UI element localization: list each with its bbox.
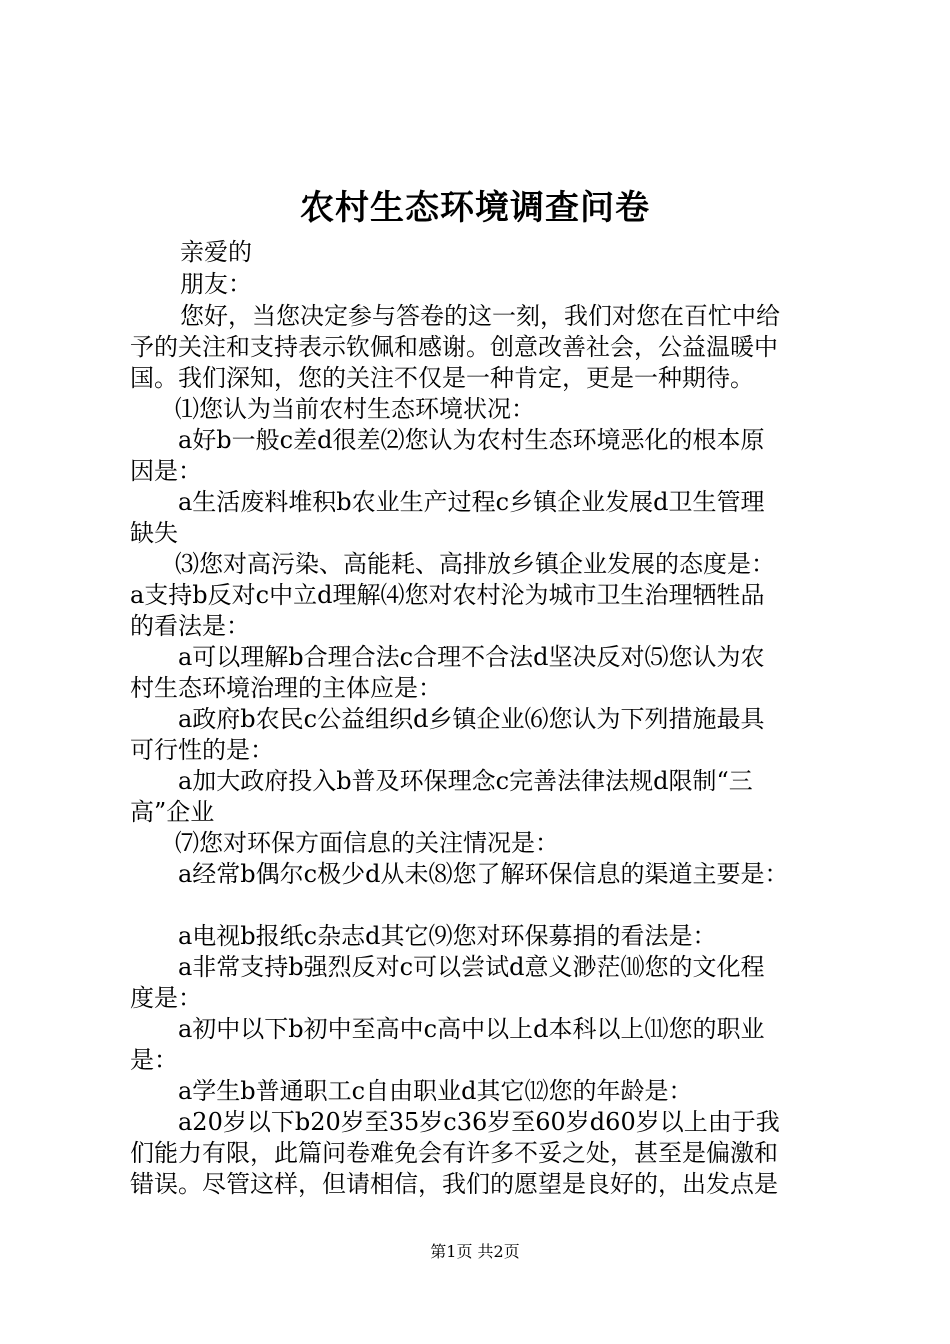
text-line: ⑺您对环保方面信息的关注情况是： bbox=[175, 829, 559, 857]
text-line: a初中以下b初中至高中c高中以上d本科以上⑾您的职业 bbox=[178, 1015, 765, 1043]
text-line: a20岁以下b20岁至35岁c36岁至60岁d60岁以上由于我 bbox=[178, 1108, 780, 1136]
text-line: a电视b报纸c杂志d其它⑼您对环保募捐的看法是： bbox=[178, 922, 717, 950]
text-line: ⑴您认为当前农村生态环境状况： bbox=[175, 395, 535, 423]
text-line: 国。我们深知，您的关注不仅是一种肯定，更是一种期待。 bbox=[130, 364, 754, 392]
page-number: 第1页 共2页 bbox=[430, 1242, 520, 1261]
text-line: a支持b反对c中立d理解⑷您对农村沦为城市卫生治理牺牲品 bbox=[130, 581, 765, 609]
document-title: 农村生态环境调查问卷 bbox=[300, 188, 650, 228]
text-line: 度是： bbox=[130, 984, 202, 1012]
text-line: 错误。尽管这样，但请相信，我们的愿望是良好的，出发点是 bbox=[130, 1170, 778, 1198]
text-line: 村生态环境治理的主体应是： bbox=[130, 674, 442, 702]
text-line: 朋友： bbox=[180, 270, 252, 298]
text-line: 因是： bbox=[130, 457, 202, 485]
text-line: 予的关注和支持表示钦佩和感谢。创意改善社会，公益温暖中 bbox=[130, 333, 778, 361]
text-line: a加大政府投入b普及环保理念c完善法律法规d限制“三 bbox=[178, 767, 753, 795]
text-line: 缺失 bbox=[130, 519, 178, 547]
text-line: ⑶您对高污染、高能耗、高排放乡镇企业发展的态度是： bbox=[175, 550, 775, 578]
text-line: a学生b普通职工c自由职业d其它⑿您的年龄是： bbox=[178, 1077, 693, 1105]
text-line: a好b一般c差d很差⑵您认为农村生态环境恶化的根本原 bbox=[178, 426, 765, 454]
text-line: 亲爱的 bbox=[180, 238, 252, 266]
text-line: a生活废料堆积b农业生产过程c乡镇企业发展d卫生管理 bbox=[178, 488, 765, 516]
text-line: 是： bbox=[130, 1046, 178, 1074]
text-line: 们能力有限，此篇问卷难免会有许多不妥之处，甚至是偏激和 bbox=[130, 1139, 778, 1167]
text-line: a非常支持b强烈反对c可以尝试d意义渺茫⑽您的文化程 bbox=[178, 953, 765, 981]
text-line: a经常b偶尔c极少d从未⑻您了解环保信息的渠道主要是： bbox=[178, 860, 789, 888]
text-line: 高”企业 bbox=[130, 798, 215, 826]
text-line: a可以理解b合理合法c合理不合法d坚决反对⑸您认为农 bbox=[178, 643, 765, 671]
text-line: a政府b农民c公益组织d乡镇企业⑹您认为下列措施最具 bbox=[178, 705, 765, 733]
text-line: 的看法是： bbox=[130, 612, 250, 640]
text-line: 您好，当您决定参与答卷的这一刻，我们对您在百忙中给 bbox=[180, 302, 780, 330]
text-line: 可行性的是： bbox=[130, 736, 274, 764]
